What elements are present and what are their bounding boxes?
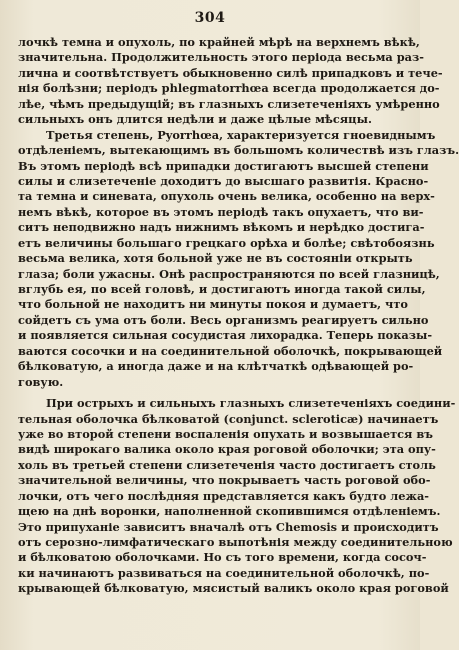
text-line: холь въ третьей степени слизетеченія часто достигаетъ столь <box>18 457 436 472</box>
text-line: крывающей бѣлковатую, мясистый валикъ около края роговой <box>18 581 449 596</box>
paragraph <box>18 127 459 390</box>
text-line: Въ этомъ періодѣ всѣ припадки достигаютъ высшей степени <box>18 158 429 173</box>
text-line: лочки, отъ чего послѣдняя представляется какъ будто лежа- <box>18 488 430 503</box>
text-line: тельная оболочка бѣлковатой (conjunct. scleroticæ) начинаетъ <box>18 411 439 426</box>
text-line: и появляется сильная сосудистая лихорадка. Теперь показы- <box>18 328 433 343</box>
paragraph <box>18 35 443 128</box>
paragraph <box>18 396 456 597</box>
text-line: Третья степень, Pyorrhœa, характеризуется гноевиднымъ <box>46 127 436 142</box>
text-line: щею на днѣ воронки, наполненной скопившимся отдѣленіемъ. <box>18 504 441 519</box>
text-line: значительна. Продолжительность этого періода весьма раз- <box>18 50 424 65</box>
text-line: значительной величины, что покрываетъ часть роговой обо- <box>18 473 431 488</box>
text-line: ки начинаютъ развиваться на соединительной оболочкѣ, по- <box>18 565 430 580</box>
text-line: ваются сосочки и на соединительной оболочкѣ, покрывающей <box>18 343 443 358</box>
text-line: бѣлковатую, а иногда даже и на клѣтчаткѣ одѣвающей ро- <box>18 359 414 374</box>
text-line: лѣе, чѣмъ предыдущій; въ глазныхъ слизетеченіяхъ умѣренно <box>18 96 440 111</box>
text-line: лична и соотвѣтствуетъ обыкновенно силѣ припадковъ и тече- <box>18 65 443 80</box>
text-line: весьма велика, хотя больной уже не въ состояніи открыть <box>18 251 413 266</box>
text-line: отдѣленіемъ, вытекающимъ въ большомъ количествѣ изъ глазъ. <box>18 143 459 158</box>
text-line: говую. <box>18 374 64 389</box>
text-line: лочкѣ темна и опухоль, по крайней мѣрѣ на верхнемъ вѣкѣ, <box>18 35 420 49</box>
text-line: ситъ неподвижно надъ нижнимъ вѣкомъ и нерѣдко достига- <box>18 220 425 235</box>
text-line: вглубь ея, по всей головѣ, и достигаютъ иногда такой силы, <box>18 282 426 296</box>
text-line: отъ серозно-лимфатическаго выпотѣнія между соединительною <box>18 535 453 549</box>
text-line: Это припуханіе зависитъ вначалѣ отъ Chemosis и происходитъ <box>18 519 439 534</box>
page-number: 304 <box>194 10 226 26</box>
text-line: та темна и синевата, опухоль очень велика, особенно на верх- <box>18 189 435 204</box>
text-line: видѣ широкаго валика около края роговой оболочки; эта опу- <box>18 442 436 457</box>
text-line: и бѣлковатою оболочками. Но съ того времени, когда сосоч- <box>18 550 427 565</box>
text-line: При острыхъ и сильныхъ глазныхъ слизетеченіяхъ соедини- <box>46 396 456 411</box>
text-line: силы и слизетеченіе доходитъ до высшаго развитія. Красно- <box>18 173 429 188</box>
text-line: етъ величины большаго грецкаго орѣха и болѣе; свѣтобоязнь <box>18 235 435 250</box>
text-line: нія болѣзни; періодъ phlegmatorrhœa всегда продолжается до- <box>18 81 440 96</box>
text-line: глаза; боли ужасны. Онѣ распространяются по всей глазницѣ, <box>18 266 440 281</box>
text-line: немъ вѣкѣ, которое въ этомъ періодѣ такъ опухаетъ, что ви- <box>18 204 424 219</box>
text-line: уже во второй степени воспаленія опухать и возвышается въ <box>18 426 433 441</box>
body-text <box>18 35 459 597</box>
text-line: сильныхъ онъ длится недѣли и даже цѣлые мѣсяцы. <box>18 112 372 127</box>
text-line: сойдетъ съ ума отъ боли. Весь организмъ реагируетъ сильно <box>18 312 429 327</box>
text-line: что больной не находитъ ни минуты покоя и думаетъ, что <box>18 297 408 312</box>
